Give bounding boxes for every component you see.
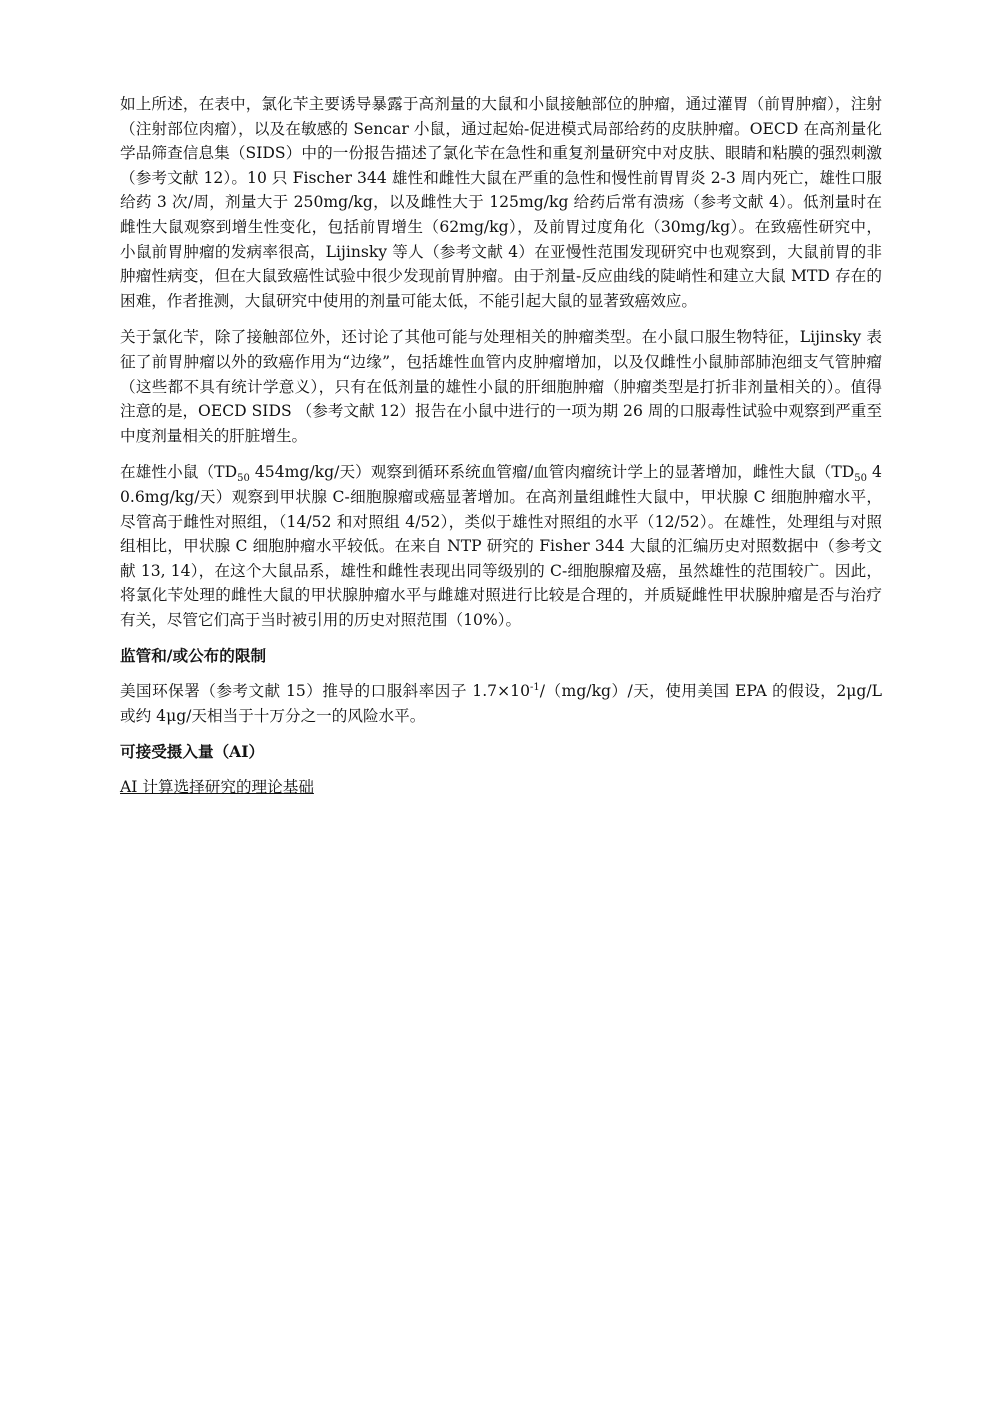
epa-text-part-2: /（mg/kg）/天，使用美国 EPA 的假设，2μg/L 或约 4μg/天相当于十万分之一的风险水平。 bbox=[120, 682, 882, 725]
document-page bbox=[120, 92, 882, 799]
epa-text-part-1: 美国环保署（参考文献 15）推导的口服斜率因子 1.7×10 bbox=[120, 682, 531, 701]
ai-rationale-link-row bbox=[120, 775, 882, 800]
td50-subscript-1: 50 bbox=[237, 473, 250, 485]
td50-text-part-1: 在雄性小鼠（TD bbox=[120, 463, 238, 482]
heading-regulatory-limits: 监管和/或公布的限制 bbox=[120, 646, 267, 666]
paragraph-td50-findings bbox=[120, 460, 882, 632]
paragraph-other-tumor-types: 关于氯化苄，除了接触部位外，还讨论了其他可能与处理相关的肿瘤类型。在小鼠口服生物特征，Lijinsky 表征了前胃肿瘤以外的致癌作用为“边缘”，包括雄性血管内皮肿瘤增加，以及仅雌性小鼠肺部肺泡细支气管肿瘤（这些都不具有统计学意义），只有在低剂量的雄性小鼠的肝细胞肿瘤（肿瘤类型是打折非剂量相关的）。值得注意的是，OECD SIDS （参考文献 12）报告在小鼠中进行的一项为期 26 周的口服毒性试验中观察到严重至中度剂量相关的肝脏增生。 bbox=[120, 328, 882, 445]
paragraph-contact-site-tumors: 如上所述，在表中，氯化苄主要诱导暴露于高剂量的大鼠和小鼠接触部位的肿瘤，通过灌胃（前胃肿瘤），注射（注射部位肉瘤），以及在敏感的 Sencar 小鼠，通过起始-促进模式局部给药的皮肤肿瘤。OECD 在高剂量化学品筛查信息集（SIDS）中的一份报告描述了氯化苄在急性和重复剂量研究中对皮肤、眼睛和粘膜的强烈刺激（参考文献 12）。10 只 Fischer 344 雄性和雌性大鼠在严重的急性和慢性前胃胃炎 2-3 周内死亡，雄性口服给药 3 次/周，剂量大于 250mg/kg，以及雌性大于 125mg/kg 给药后常有溃疡（参考文献 4）。低剂量时在雌性大鼠观察到增生性变化，包括前胃增生（62mg/kg），及前胃过度角化（30mg/kg）。在致癌性研究中，小鼠前胃肿瘤的发病率很高，Lijinsky 等人（参考文献 4）在亚慢性范围发现研究中也观察到，大鼠前胃的非肿瘤性病变，但在大鼠致癌性试验中很少发现前胃肿瘤。由于剂量-反应曲线的陡峭性和建立大鼠 MTD 存在的困难，作者推测，大鼠研究中使用的剂量可能太低，不能引起大鼠的显著致癌效应。 bbox=[120, 95, 882, 310]
td50-text-part-2: 454mg/kg/天）观察到循环系统血管瘤/血管肉瘤统计学上的显著增加，雌性大鼠（TD bbox=[249, 463, 855, 482]
heading-acceptable-intake: 可接受摄入量（AI） bbox=[120, 742, 265, 762]
td50-subscript-2: 50 bbox=[854, 473, 867, 485]
epa-superscript: -1 bbox=[530, 681, 540, 693]
ai-rationale-link[interactable]: AI 计算选择研究的理论基础 bbox=[120, 777, 314, 796]
td50-text-part-3: 40.6mg/kg/天）观察到甲状腺 C-细胞腺瘤或癌显著增加。在高剂量组雌性大鼠中，甲状腺 C 细胞肿瘤水平，尽管高于雌性对照组，（14/52 和对照组 4/52），类似于雄性对照组的水平（12/52）。在雄性，处理组与对照组相比，甲状腺 C 细胞肿瘤水平较低。在来自 NTP 研究的 Fisher 344 大鼠的汇编历史对照数据中（参考文献 13, 14），在这个大鼠品系，雄性和雌性表现出同等级别的 C-细胞腺瘤及癌，虽然雄性的范围较广。因此，将氯化苄处理的雌性大鼠的甲状腺肿瘤水平与雌雄对照进行比较是合理的，并质疑雌性甲状腺肿瘤是否与治疗有关，尽管它们高于当时被引用的历史对照范围（10%）。 bbox=[120, 463, 882, 629]
paragraph-epa-slope-factor bbox=[120, 679, 882, 728]
